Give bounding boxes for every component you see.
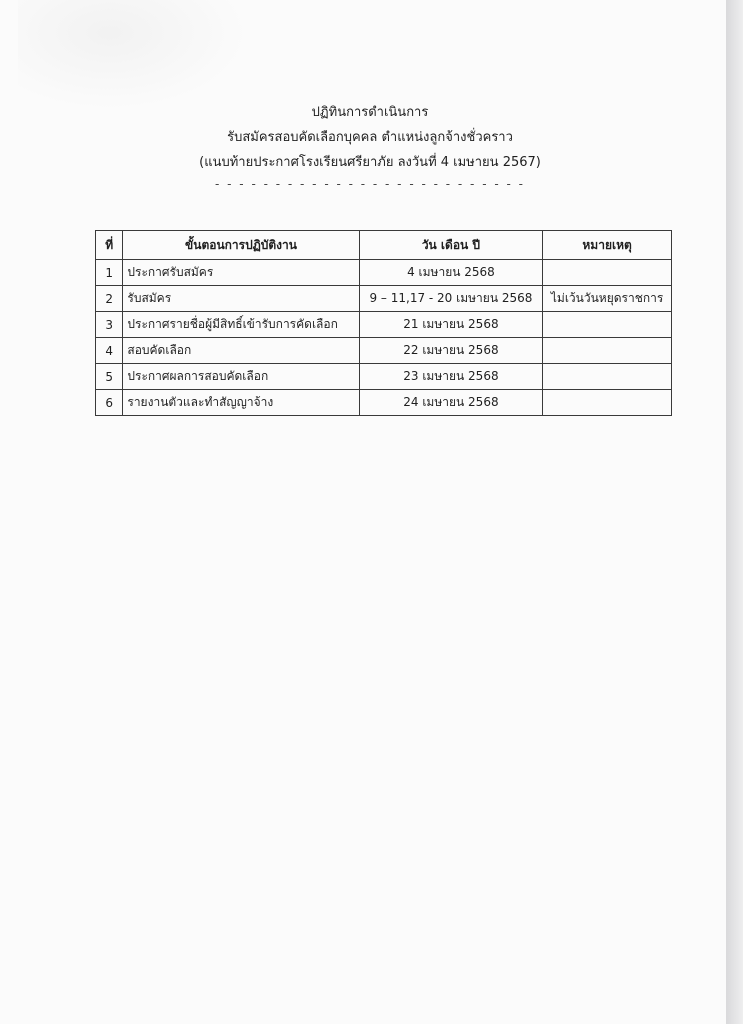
table-row <box>96 338 672 364</box>
row-date: 4 เมษายน 2568 <box>359 260 543 286</box>
row-step: สอบคัดเลือก <box>123 338 359 364</box>
document-header <box>160 100 580 191</box>
row-date: 21 เมษายน 2568 <box>359 312 543 338</box>
column-header-note: หมายเหตุ <box>543 231 672 260</box>
row-number: 6 <box>96 390 123 416</box>
row-date: 23 เมษายน 2568 <box>359 364 543 390</box>
page-edge-shadow <box>726 0 743 1024</box>
row-step: ประกาศรับสมัคร <box>123 260 359 286</box>
header-divider: - - - - - - - - - - - - - - - - - - - - - - - - - - <box>215 177 525 191</box>
row-date: 9 – 11,17 - 20 เมษายน 2568 <box>359 286 543 312</box>
table-row <box>96 286 672 312</box>
scan-smudge <box>18 0 248 110</box>
row-date: 24 เมษายน 2568 <box>359 390 543 416</box>
row-note <box>543 312 672 338</box>
row-step: ประกาศผลการสอบคัดเลือก <box>123 364 359 390</box>
row-note <box>543 338 672 364</box>
row-note: ไม่เว้นวันหยุดราชการ <box>543 286 672 312</box>
row-note <box>543 364 672 390</box>
header-subtitle: รับสมัครสอบคัดเลือกบุคคล ตำแหน่งลูกจ้างชั่วคราว <box>227 130 513 145</box>
table-row <box>96 260 672 286</box>
column-header-no: ที่ <box>96 231 123 260</box>
column-header-step: ขั้นตอนการปฏิบัติงาน <box>123 231 359 260</box>
row-step: รายงานตัวและทำสัญญาจ้าง <box>123 390 359 416</box>
row-number: 5 <box>96 364 123 390</box>
row-step: รับสมัคร <box>123 286 359 312</box>
header-reference: (แนบท้ายประกาศโรงเรียนศรียาภัย ลงวันที่ 4 เมษายน 2567) <box>199 155 541 170</box>
row-number: 1 <box>96 260 123 286</box>
row-step: ประกาศรายชื่อผู้มีสิทธิ์เข้ารับการคัดเลือก <box>123 312 359 338</box>
row-note <box>543 390 672 416</box>
header-title: ปฏิทินการดำเนินการ <box>311 105 429 120</box>
row-date: 22 เมษายน 2568 <box>359 338 543 364</box>
row-number: 3 <box>96 312 123 338</box>
table-row <box>96 364 672 390</box>
table-row <box>96 312 672 338</box>
row-note <box>543 260 672 286</box>
row-number: 2 <box>96 286 123 312</box>
column-header-date: วัน เดือน ปี <box>359 231 543 260</box>
row-number: 4 <box>96 338 123 364</box>
schedule-table <box>95 230 672 416</box>
table-row <box>96 390 672 416</box>
table-header-row <box>96 231 672 260</box>
